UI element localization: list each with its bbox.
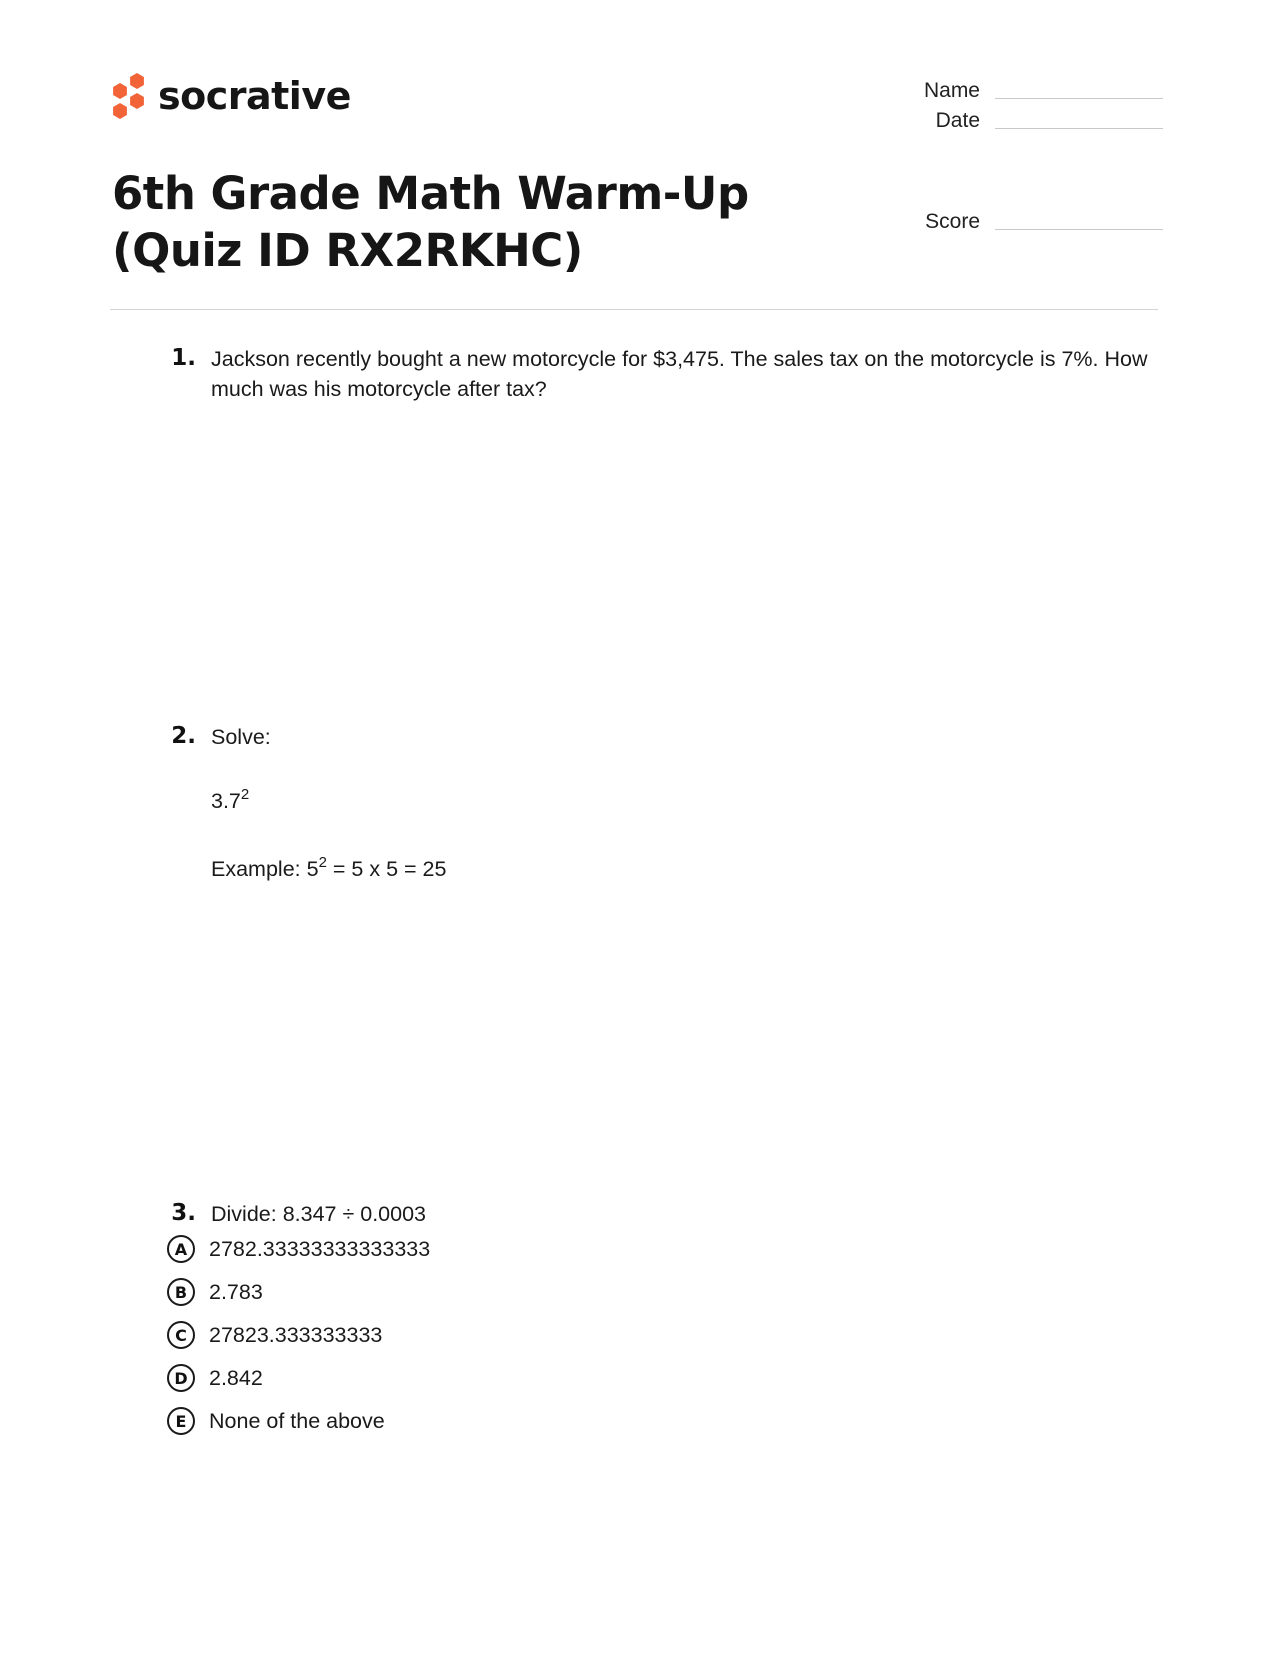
name-field[interactable] [890, 80, 1163, 101]
name-line[interactable] [995, 97, 1163, 99]
option-bubble-c[interactable]: C [167, 1321, 195, 1349]
name-label: Name [923, 79, 980, 102]
option-a[interactable] [167, 1233, 430, 1265]
option-d[interactable] [167, 1362, 263, 1394]
brand-name: socrative [158, 74, 351, 118]
expression-base: 3.7 [211, 789, 241, 813]
date-label: Date [935, 109, 980, 132]
option-c[interactable] [167, 1319, 382, 1351]
question-2-number: 2. [171, 723, 196, 749]
header-divider [110, 309, 1158, 310]
option-bubble-d[interactable]: D [167, 1364, 195, 1392]
option-a-text: 2782.33333333333333 [209, 1236, 431, 1261]
date-field[interactable] [890, 110, 1163, 131]
hexagon-cluster-icon [110, 71, 148, 121]
score-line[interactable] [995, 228, 1163, 230]
question-2-text: Solve: [211, 725, 271, 749]
example-exponent: 2 [318, 854, 327, 871]
socrative-logo [110, 70, 351, 122]
option-bubble-b[interactable]: B [167, 1278, 195, 1306]
example-suffix: = 5 x 5 = 25 [326, 857, 447, 881]
score-field[interactable] [890, 211, 1163, 232]
question-2-example [211, 854, 446, 884]
option-b-text: 2.783 [209, 1279, 263, 1304]
question-1-number: 1. [171, 345, 196, 371]
example-prefix: Example: 5 [211, 857, 319, 881]
option-e-text: None of the above [209, 1408, 385, 1433]
question-3-number: 3. [171, 1200, 196, 1226]
option-b[interactable] [167, 1276, 263, 1308]
date-line[interactable] [995, 127, 1163, 129]
option-d-text: 2.842 [209, 1365, 263, 1390]
expression-exponent: 2 [240, 786, 250, 803]
option-e[interactable] [167, 1405, 385, 1437]
option-bubble-e[interactable]: E [167, 1407, 195, 1435]
option-bubble-a[interactable]: A [167, 1235, 195, 1263]
question-2-expression [211, 786, 249, 816]
question-3-text: Divide: 8.347 ÷ 0.0003 [211, 1202, 426, 1226]
question-1-text: Jackson recently bought a new motorcycle for $3,475. The sales tax on the motorcycle is 7%. How much was his motorcycle after tax? [211, 347, 1148, 401]
page-title: 6th Grade Math Warm-Up (Quiz ID RX2RKHC) [112, 167, 749, 277]
score-label: Score [925, 210, 980, 233]
option-c-text: 27823.333333333 [209, 1322, 383, 1347]
